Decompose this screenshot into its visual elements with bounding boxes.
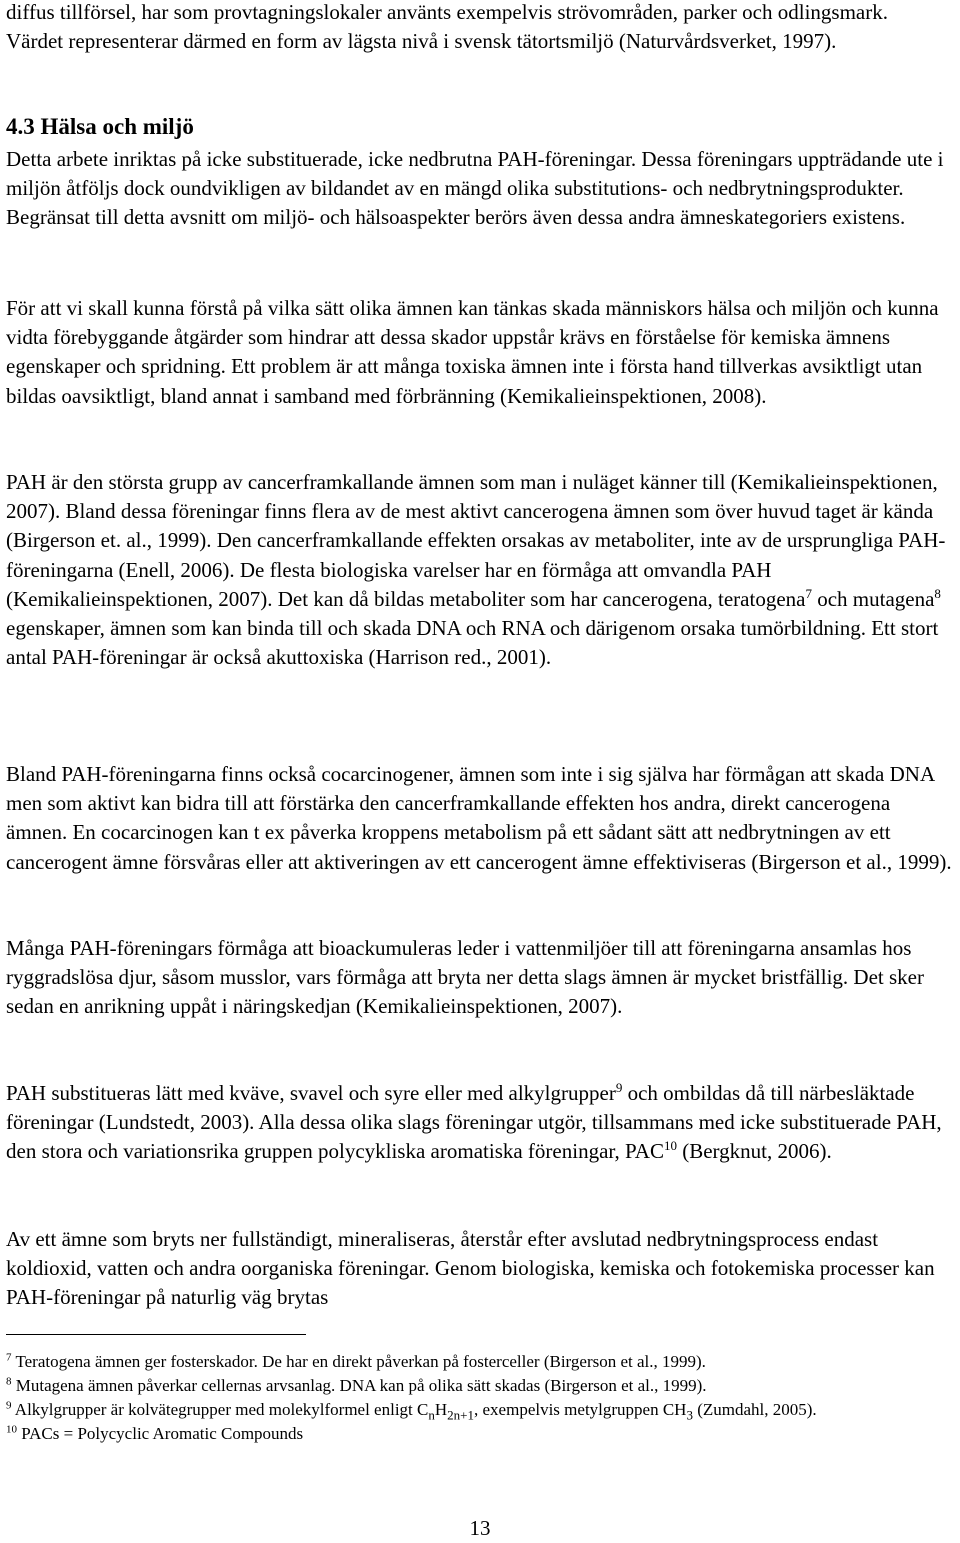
p6-text-b: och ombildas då till närbesläktade föreningar (Lundstedt, 2003). Alla dessa olika slags föreningar utgör, tillsammans med icke substituerade PAH, den stora och variationsrika gruppen polycykliska aromatiska föreningar, PAC	[6, 1081, 942, 1164]
footnote-ref-10: 10	[663, 1138, 677, 1154]
footnote-7-text: Teratogena ämnen ger fosterskador. De har en direkt påverkan på fosterceller (Birgerson et al., 1999).	[11, 1352, 706, 1371]
formula-subscript-n: n	[428, 1407, 435, 1423]
footnote-9-text-d: (Zumdahl, 2005).	[692, 1400, 817, 1419]
body-paragraph-6	[6, 1079, 956, 1167]
formula-subscript-3: 3	[686, 1407, 693, 1423]
body-paragraph-7: Av ett ämne som bryts ner fullständigt, mineraliseras, återstår efter avslutad nedbrytningsprocess endast koldioxid, vatten och andra oorganiska föreningar. Genom biologiska, kemiska och fotokemiska processer kan PAH-föreningar på naturlig väg brytas	[6, 1227, 935, 1310]
footnote-8-text: Mutagena ämnen påverkar cellernas arvsanlag. DNA kan på olika sätt skadas (Birgerson et al., 1999).	[11, 1376, 707, 1395]
footnotes	[6, 1350, 951, 1446]
formula-subscript-2n1: 2n+1	[447, 1407, 474, 1423]
footnote-9-text-c: , exempelvis metylgruppen CH	[474, 1400, 687, 1419]
footnote-8-mark: 8	[6, 1375, 12, 1388]
body-paragraph-2: För att vi skall kunna förstå på vilka sätt olika ämnen kan tänkas skada människors hälsa och miljön och kunna vidta förebyggande åtgärder som hindrar att dessa skador uppstår krävs en förståelse för kemiska ämnens egenskaper och spridning. Ett problem är att många toxiska ämnen inte i första hand tillverkas avsiktligt utan bildas oavsiktligt, bland annat i samband med förbränning (Kemikalieinspektionen, 2008).	[6, 296, 939, 408]
footnote-8	[6, 1374, 951, 1398]
body-paragraph-4: Bland PAH-föreningarna finns också cocarcinogener, ämnen som inte i sig själva har förmågan att skada DNA men som aktivt kan bidra till att förstärka den cancerframkallande effekten hos andra, direkt cancerogena ämnen. En cocarcinogen kan t ex påverka kroppens metabolism på ett sådant sätt att nedbrytningen av ett cancerogent ämne försvåras eller att aktiveringen av ett cancerogent ämne effektiviseras (Birgerson et al., 1999).	[6, 762, 952, 874]
body-paragraph-5: Många PAH-föreningars förmåga att bioackumuleras leder i vattenmiljöer till att föreningarna ansamlas hos ryggradslösa djur, såsom musslor, vars förmåga att bryta ner detta slags ämnen är mycket bristfällig. Det sker sedan en anrikning uppåt i näringskedjan (Kemikalieinspektionen, 2007).	[6, 936, 924, 1019]
intro-paragraph: Detta arbete inriktas på icke substituerade, icke nedbrutna PAH-föreningar. Dessa föreningars uppträdande ute i miljön åtföljs dock oundvikligen av bildandet av en mängd olika substitutions- och nedbrytningsprodukter. Begränsat till detta avsnitt om miljö- och hälsoaspekter berörs även dessa andra ämneskategoriers existens.	[6, 147, 944, 230]
footnote-9-text-a: Alkylgrupper är kolvätegrupper med molekylformel enligt C	[11, 1400, 429, 1419]
footnote-9-mark: 9	[6, 1399, 12, 1412]
footnote-7-mark: 7	[6, 1351, 12, 1364]
footnote-10-text: PACs = Polycyclic Aromatic Compounds	[17, 1424, 304, 1443]
p6-text-a: PAH substitueras lätt med kväve, svavel och syre eller med alkylgrupper	[6, 1081, 616, 1105]
p3-text-b: och mutagena	[811, 586, 935, 611]
footnote-ref-9: 9	[615, 1080, 623, 1095]
footnote-ref-8: 8	[934, 585, 941, 601]
footnote-10	[6, 1422, 951, 1446]
footnote-ref-7: 7	[805, 585, 812, 601]
section-heading: 4.3 Hälsa och miljö	[6, 114, 194, 139]
lead-paragraph: diffus tillförsel, har som provtagningslokaler använts exempelvis strövområden, parker och odlingsmark. Värdet representerar därmed en form av lägsta nivå i svensk tätortsmiljö (Naturvårdsverket, 1997).	[6, 0, 888, 54]
p3-text-a: PAH är den största grupp av cancerframkallande ämnen som man i nuläget känner till (Kemikalieinspektionen, 2007). Bland dessa föreningar finns flera av de mest aktivt cancerogena ämnen som över huvud taget är kända (Birgerson et. al., 1999). Den cancerframkallande effekten orsakas av metaboliter, inte av de ursprungliga PAH-föreningarna (Enell, 2006). De flesta biologiska varelser har en förmåga att omvandla PAH (Kemikalieinspektionen, 2007). Det kan då bildas metaboliter som har cancerogena, teratogena	[6, 470, 946, 611]
p3-text-c: egenskaper, ämnen som kan binda till och skada DNA och RNA och därigenom orsaka tumörbildning. Ett stort antal PAH-föreningar är också akuttoxiska (Harrison red., 2001).	[6, 616, 939, 670]
body-paragraph-3	[6, 468, 956, 672]
page-number: 13	[469, 1516, 491, 1540]
footnote-divider	[6, 1334, 306, 1335]
footnote-10-mark: 10	[6, 1423, 17, 1436]
p6-text-c: (Bergknut, 2006).	[676, 1139, 832, 1164]
footnote-9	[6, 1398, 951, 1422]
footnote-7	[6, 1350, 951, 1374]
footnote-9-text-b: H	[434, 1400, 448, 1419]
